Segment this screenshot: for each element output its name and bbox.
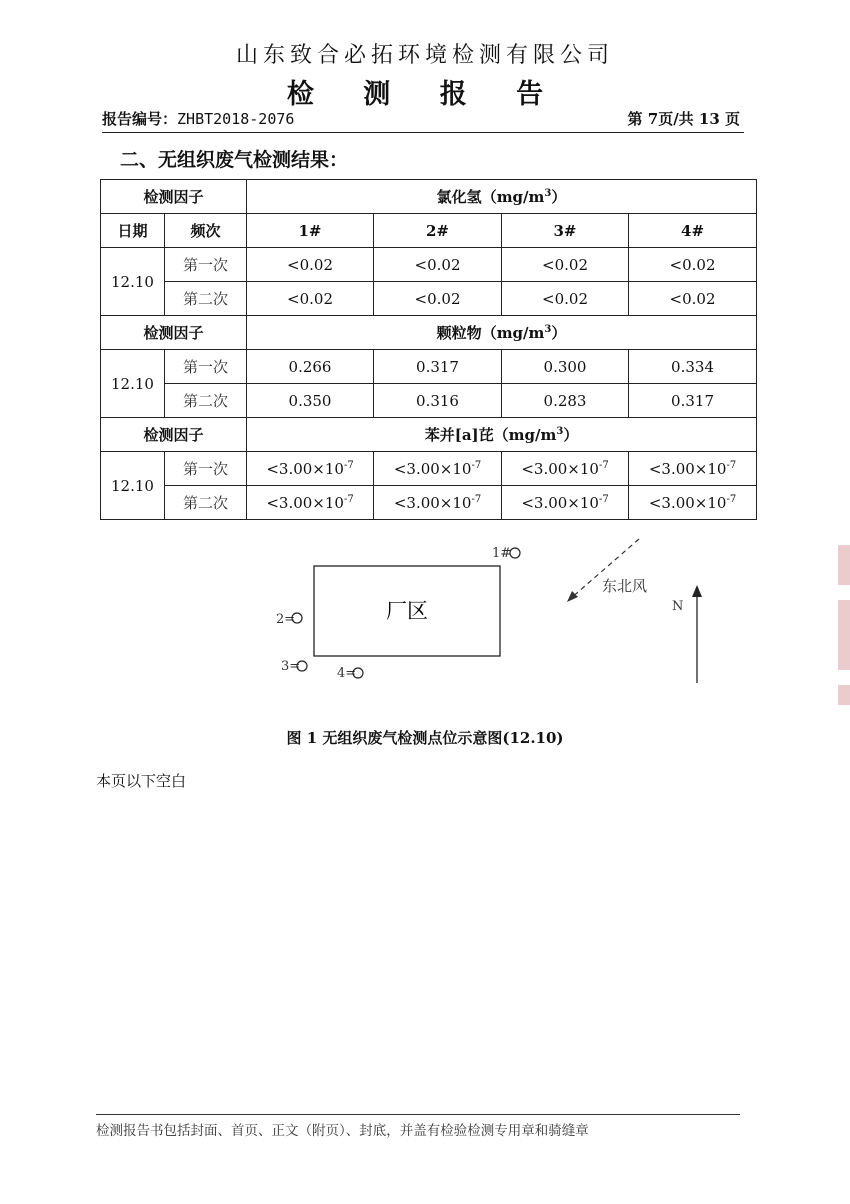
table-row xyxy=(101,486,757,520)
wind-arrow-head-icon xyxy=(567,591,578,602)
value-cell: <0.02 xyxy=(247,282,374,316)
value-mantissa: <3.00×10 xyxy=(648,493,727,512)
plant-area-label: 厂区 xyxy=(386,599,428,623)
footer-text: 检测报告书包括封面、首页、正文（附页）、封底，并盖有检验检测专用章和骑缝章 xyxy=(96,1123,589,1139)
value-cell xyxy=(374,486,502,520)
seam-stamp-fragment xyxy=(838,685,850,705)
value-exponent: -7 xyxy=(471,493,482,505)
freq-cell: 第二次 xyxy=(165,384,247,418)
seam-stamp-fragment xyxy=(838,545,850,585)
freq-cell: 第一次 xyxy=(165,452,247,486)
point-3-label: 3= xyxy=(281,659,301,674)
value-exponent: -7 xyxy=(343,459,354,471)
table-row xyxy=(101,282,757,316)
table-row xyxy=(101,248,757,282)
value-cell: 0.283 xyxy=(502,384,629,418)
factor-name-cell xyxy=(247,418,757,452)
value-exponent: -7 xyxy=(343,493,354,505)
report-number-label: 报告编号： xyxy=(102,110,178,128)
unit-exponent: 3 xyxy=(544,188,552,199)
value-cell: <0.02 xyxy=(247,248,374,282)
unit-prefix: （mg/m xyxy=(481,188,545,206)
value-exponent: -7 xyxy=(726,459,737,471)
value-cell xyxy=(374,452,502,486)
value-cell: 0.350 xyxy=(247,384,374,418)
value-exponent: -7 xyxy=(598,459,609,471)
unit-suffix: ） xyxy=(551,324,567,342)
unit-suffix: ） xyxy=(551,188,567,206)
figure-caption: 图 1 无组织废气检测点位示意图(12.10) xyxy=(286,729,564,747)
page-info: 第 7页/共 13 页 xyxy=(627,110,740,128)
monitoring-point-diagram xyxy=(0,535,850,715)
value-mantissa: <3.00×10 xyxy=(521,459,599,478)
unit-suffix: ） xyxy=(563,426,579,444)
value-cell: 0.266 xyxy=(247,350,374,384)
seam-stamp-fragment xyxy=(838,600,850,670)
date-header-cell: 日期 xyxy=(101,214,165,248)
unit-exponent: 3 xyxy=(556,426,564,437)
factor-label-cell: 检测因子 xyxy=(101,316,247,350)
factor-header-row xyxy=(101,418,757,452)
value-cell xyxy=(629,452,757,486)
freq-cell: 第一次 xyxy=(165,248,247,282)
value-mantissa: <3.00×10 xyxy=(393,493,472,512)
factor-name-cell xyxy=(247,180,757,214)
value-cell: <0.02 xyxy=(502,248,629,282)
footer-divider xyxy=(96,1114,740,1115)
point-header-cell: 4# xyxy=(629,214,757,248)
north-label: N xyxy=(672,599,684,614)
value-exponent: -7 xyxy=(726,493,737,505)
freq-cell: 第一次 xyxy=(165,350,247,384)
factor-header-row xyxy=(101,180,757,214)
date-cell: 12.10 xyxy=(101,248,165,316)
value-cell: 0.334 xyxy=(629,350,757,384)
wind-direction-label: 东北风 xyxy=(602,577,648,595)
factor-label-cell: 检测因子 xyxy=(101,180,247,214)
value-cell: <0.02 xyxy=(629,282,757,316)
section-heading: 二、无组织废气检测结果： xyxy=(120,149,349,171)
unit-prefix: （mg/m xyxy=(493,426,557,444)
freq-cell: 第二次 xyxy=(165,486,247,520)
value-cell xyxy=(502,486,629,520)
freq-cell: 第二次 xyxy=(165,282,247,316)
point-header-cell: 3# xyxy=(502,214,629,248)
point-4-label: 4= xyxy=(337,666,357,681)
value-cell xyxy=(629,486,757,520)
value-cell xyxy=(502,452,629,486)
value-mantissa: <3.00×10 xyxy=(393,459,472,478)
unit-prefix: （mg/m xyxy=(481,324,545,342)
company-name: 山东致合必拓环境检测有限公司 xyxy=(235,43,614,68)
report-number xyxy=(102,108,294,129)
date-cell: 12.10 xyxy=(101,452,165,520)
value-cell: <0.02 xyxy=(629,248,757,282)
point-1-label: 1# xyxy=(492,546,512,561)
blank-note: 本页以下空白 xyxy=(96,772,187,790)
point-header-cell: 2# xyxy=(374,214,502,248)
value-mantissa: <3.00×10 xyxy=(266,459,344,478)
value-mantissa: <3.00×10 xyxy=(266,493,344,512)
value-cell xyxy=(247,452,374,486)
report-number-value: ZHBT2018-2076 xyxy=(177,110,295,128)
table-row xyxy=(101,350,757,384)
value-cell: <0.02 xyxy=(374,248,502,282)
table-row xyxy=(101,384,757,418)
value-mantissa: <3.00×10 xyxy=(648,459,727,478)
unit-exponent: 3 xyxy=(544,324,552,335)
value-cell: 0.316 xyxy=(374,384,502,418)
value-mantissa: <3.00×10 xyxy=(521,493,599,512)
point-1-marker xyxy=(510,548,520,558)
value-exponent: -7 xyxy=(598,493,609,505)
value-cell: <0.02 xyxy=(502,282,629,316)
column-header-row xyxy=(101,214,757,248)
factor-header-row xyxy=(101,316,757,350)
factor-name: 颗粒物 xyxy=(436,324,482,342)
report-meta-row xyxy=(102,108,744,133)
value-cell: 0.300 xyxy=(502,350,629,384)
value-cell: 0.317 xyxy=(374,350,502,384)
report-title: 检 测 报 告 xyxy=(286,79,564,110)
date-cell: 12.10 xyxy=(101,350,165,418)
value-cell xyxy=(247,486,374,520)
factor-name: 氯化氢 xyxy=(436,188,482,206)
point-header-cell: 1# xyxy=(247,214,374,248)
factor-name: 苯并[a]芘 xyxy=(424,426,494,444)
value-cell: 0.317 xyxy=(629,384,757,418)
point-2-label: 2= xyxy=(276,612,296,627)
factor-label-cell: 检测因子 xyxy=(101,418,247,452)
value-exponent: -7 xyxy=(471,459,482,471)
factor-name-cell xyxy=(247,316,757,350)
value-cell: <0.02 xyxy=(374,282,502,316)
freq-header-cell: 频次 xyxy=(165,214,247,248)
north-arrow-head-icon xyxy=(692,585,702,597)
table-row xyxy=(101,452,757,486)
results-table xyxy=(100,179,757,520)
